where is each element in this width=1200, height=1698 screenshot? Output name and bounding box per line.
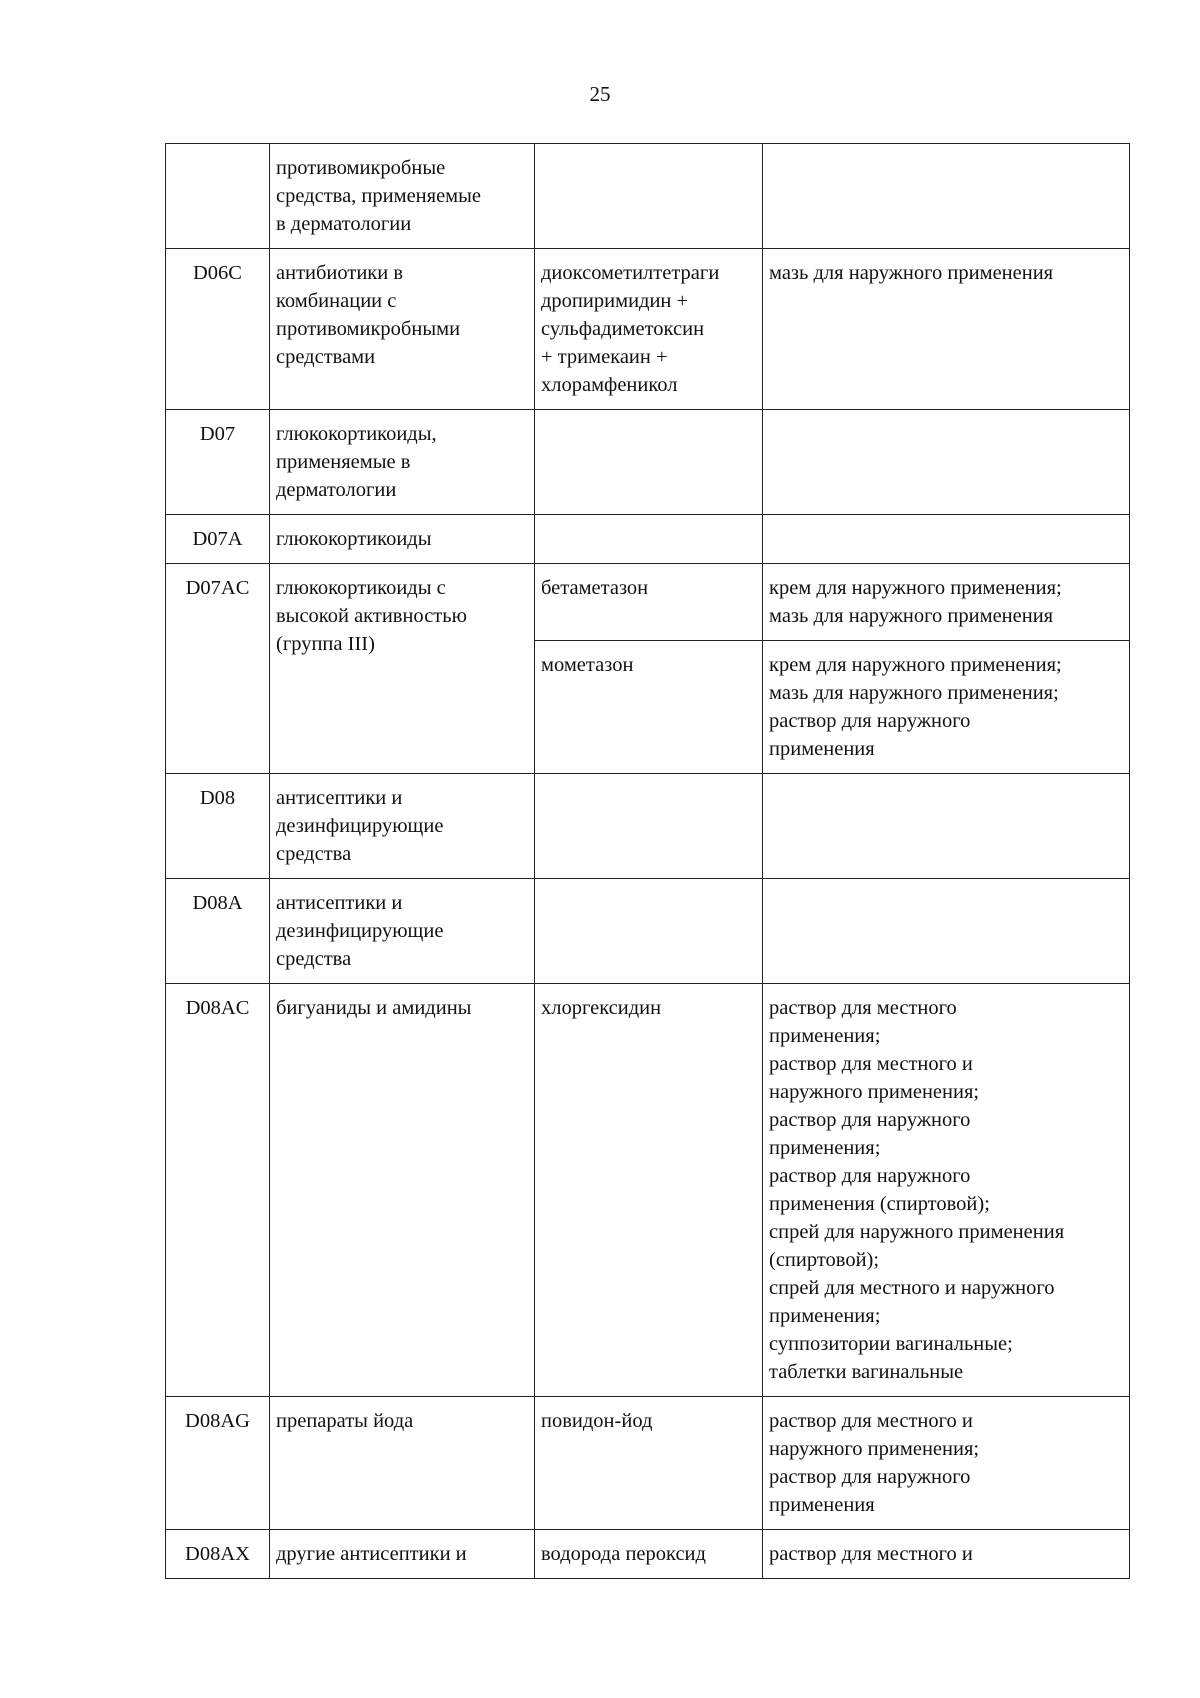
table-row [166,564,1130,641]
group-line: дезинфицирующие [276,815,444,837]
drug-name-cell [535,641,763,774]
anatomical-therapeutic-group-cell [270,144,535,249]
dosage-form-cell [763,144,1130,249]
group-line: (группа III) [276,633,375,655]
table-row [166,984,1130,1397]
group-line: средства, применяемые [276,185,482,207]
group-line: применяемые в [276,451,411,473]
table-row [166,879,1130,984]
atc-code-cell: D07AC [166,564,270,774]
dosage-form-line: раствор для местного и [769,1053,973,1075]
drug-name-line: сульфадиметоксин [541,318,705,340]
dosage-form-cell [763,410,1130,515]
drug-name-cell [535,984,763,1397]
group-line: другие антисептики и [276,1543,467,1565]
anatomical-therapeutic-group-cell [270,984,535,1397]
drug-name-line: мометазон [541,654,634,676]
drug-name-cell [535,774,763,879]
table-row [166,515,1130,564]
dosage-form-cell [763,564,1130,641]
drug-name-line: повидон-йод [541,1410,653,1432]
dosage-form-line: применения; [769,1025,881,1047]
anatomical-therapeutic-group-cell [270,410,535,515]
dosage-form-line: раствор для наружного [769,1466,971,1488]
dosage-form-line: раствор для наружного [769,1165,971,1187]
dosage-form-cell [763,641,1130,774]
dosage-form-line: крем для наружного применения; [769,577,1062,599]
dosage-form-line: раствор для местного и [769,1410,973,1432]
atc-code-cell: D08AX [166,1530,270,1579]
anatomical-therapeutic-group-cell [270,564,535,774]
anatomical-therapeutic-group-cell [270,1530,535,1579]
table-row [166,1530,1130,1579]
group-line: препараты йода [276,1410,414,1432]
dosage-form-line: наружного применения; [769,1081,980,1103]
group-line: средствами [276,346,376,368]
dosage-form-line: применения; [769,1137,881,1159]
drug-name-cell [535,879,763,984]
dosage-form-cell [763,879,1130,984]
dosage-form-line: мазь для наружного применения [769,605,1054,627]
anatomical-therapeutic-group-cell [270,879,535,984]
drug-name-line: + тримекаин + [541,346,668,368]
drug-name-line: хлорамфеникол [541,374,678,396]
table-row [166,1397,1130,1530]
dosage-form-line: раствор для местного и [769,1543,973,1565]
atc-code-cell: D08AG [166,1397,270,1530]
dosage-form-cell [763,1397,1130,1530]
group-line: глюкокортикоиды с [276,577,446,599]
drug-name-cell [535,1530,763,1579]
dosage-form-line: наружного применения; [769,1438,980,1460]
table-row [166,410,1130,515]
group-line: антибиотики в [276,262,404,284]
group-line: дезинфицирующие [276,920,444,942]
group-line: высокой активностью [276,605,467,627]
dosage-form-line: крем для наружного применения; [769,654,1062,676]
group-line: глюкокортикоиды [276,528,432,550]
dosage-form-line: раствор для местного [769,997,957,1019]
dosage-form-line: спрей для наружного применения [769,1221,1065,1243]
drug-name-line: водорода пероксид [541,1543,706,1565]
dosage-form-cell [763,249,1130,410]
group-line: средства [276,948,352,970]
atc-code-cell: D08AC [166,984,270,1397]
dosage-form-line: применения [769,1494,875,1516]
dosage-form-line: (спиртовой); [769,1249,880,1271]
group-line: глюкокортикоиды, [276,423,437,445]
dosage-form-line: таблетки вагинальные [769,1361,964,1383]
page-number: 25 [589,82,611,106]
atc-code-cell: D08A [166,879,270,984]
dosage-form-line: раствор для наружного [769,1109,971,1131]
group-line: бигуаниды и амидины [276,997,472,1019]
atc-code-cell: D08 [166,774,270,879]
dosage-form-line: спрей для местного и наружного [769,1277,1055,1299]
dosage-form-line: применения; [769,1305,881,1327]
drug-name-cell [535,1397,763,1530]
drug-name-line: бетаметазон [541,577,649,599]
table-row [166,144,1130,249]
atc-code-cell [166,144,270,249]
table-row [166,249,1130,410]
group-line: в дерматологии [276,213,412,235]
dosage-form-line: раствор для наружного [769,710,971,732]
drug-name-line: хлоргексидин [541,997,662,1019]
drug-name-cell [535,410,763,515]
drug-classification-table [165,143,1130,1579]
group-line: антисептики и [276,892,403,914]
table-row [166,774,1130,879]
group-line: антисептики и [276,787,403,809]
atc-code-cell: D06C [166,249,270,410]
anatomical-therapeutic-group-cell [270,1397,535,1530]
drug-name-cell [535,249,763,410]
dosage-form-line: суппозитории вагинальные; [769,1333,1013,1355]
drug-name-line: диоксометилтетраги [541,262,720,284]
dosage-form-line: мазь для наружного применения [769,262,1054,284]
dosage-form-cell [763,774,1130,879]
group-line: комбинации с [276,290,397,312]
dosage-form-line: мазь для наружного применения; [769,682,1059,704]
dosage-form-cell [763,1530,1130,1579]
dosage-form-cell [763,515,1130,564]
group-line: средства [276,843,352,865]
group-line: противомикробными [276,318,461,340]
anatomical-therapeutic-group-cell [270,515,535,564]
dosage-form-cell [763,984,1130,1397]
drug-name-cell [535,564,763,641]
drug-name-cell [535,515,763,564]
group-line: дерматологии [276,479,397,501]
atc-code-cell: D07A [166,515,270,564]
anatomical-therapeutic-group-cell [270,774,535,879]
drug-name-cell [535,144,763,249]
anatomical-therapeutic-group-cell [270,249,535,410]
drug-name-line: дропиримидин + [541,290,689,312]
dosage-form-line: применения (спиртовой); [769,1193,990,1215]
dosage-form-line: применения [769,738,875,760]
group-line: противомикробные [276,157,446,179]
atc-code-cell: D07 [166,410,270,515]
